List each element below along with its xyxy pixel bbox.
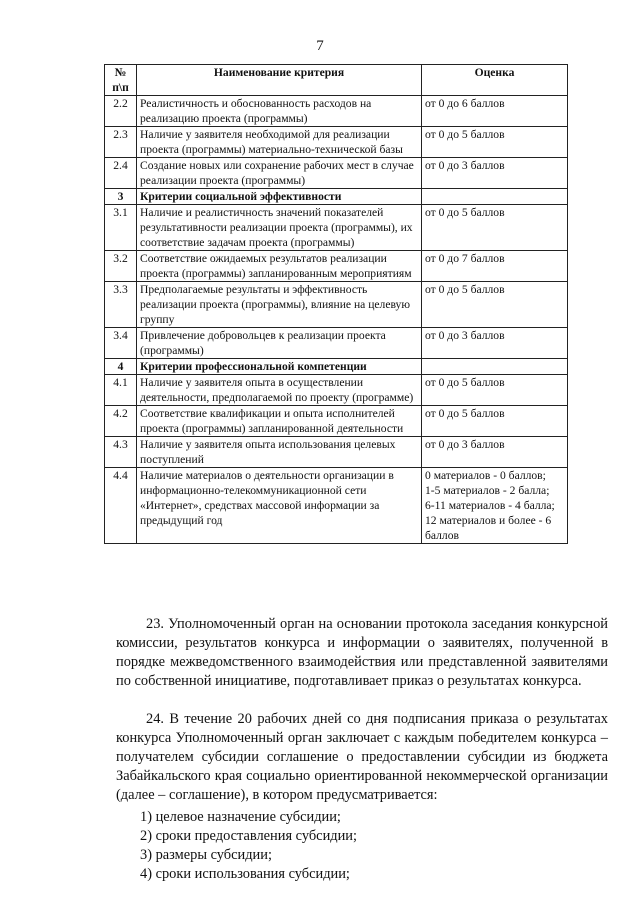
header-score: Оценка	[422, 65, 568, 96]
row-number: 3.2	[105, 251, 137, 282]
table-row	[105, 468, 568, 544]
paragraph-24-text: 24. В течение 20 рабочих дней со дня подписания приказа о результатах конкурса Уполномоченный орган заключает с каждым победителем конкурса – получателем субсидии соглашение о предоставлении субсидии из бюджета Забайкальского края социально ориентированной некоммерческой организации (далее – соглашение), в котором предусматривается:	[116, 711, 608, 803]
criterion-score	[422, 359, 568, 375]
table-row	[105, 282, 568, 328]
paragraph-24	[116, 710, 608, 805]
table-section-row	[105, 189, 568, 205]
criterion-score: от 0 до 3 баллов	[422, 158, 568, 189]
list-item: 2) сроки предоставления субсидии;	[140, 828, 357, 844]
list-item: 4) сроки использования субсидии;	[140, 866, 350, 882]
row-number: 3.1	[105, 205, 137, 251]
table-row	[105, 96, 568, 127]
page-number: 7	[316, 38, 324, 54]
criterion-score	[422, 468, 568, 544]
criterion-name: Наличие у заявителя опыта в осуществлении деятельности, предполагаемой по проекту (программе)	[137, 375, 422, 406]
criterion-name: Привлечение добровольцев к реализации проекта (программы)	[137, 328, 422, 359]
criterion-name: Соответствие квалификации и опыта исполнителей проекта (программы) запланированной деятельности	[137, 406, 422, 437]
criterion-score	[422, 189, 568, 205]
list-item: 1) целевое назначение субсидии;	[140, 809, 341, 825]
criterion-score: от 0 до 5 баллов	[422, 406, 568, 437]
criterion-score: от 0 до 5 баллов	[422, 282, 568, 328]
row-number: 4.4	[105, 468, 137, 544]
paragraph-23	[116, 615, 608, 691]
table-header-row	[105, 65, 568, 96]
criteria-table	[104, 64, 568, 544]
criterion-name: Критерии социальной эффективности	[137, 189, 422, 205]
paragraph-23-text: 23. Уполномоченный орган на основании протокола заседания конкурсной комиссии, результатов конкурса и информации о заявителях, полученной в порядке межведомственного взаимодействия или представленной заявителями по собственной инициативе, подготавливает приказ о результатах конкурса.	[116, 616, 608, 689]
table-row	[105, 158, 568, 189]
criterion-name: Соответствие ожидаемых результатов реализации проекта (программы) запланированным мероприятиям	[137, 251, 422, 282]
row-number: 2.2	[105, 96, 137, 127]
row-number: 2.3	[105, 127, 137, 158]
criterion-score: от 0 до 5 баллов	[422, 127, 568, 158]
criterion-score: от 0 до 7 баллов	[422, 251, 568, 282]
criterion-score: от 0 до 6 баллов	[422, 96, 568, 127]
table-row	[105, 375, 568, 406]
criterion-name: Реалистичность и обоснованность расходов на реализацию проекта (программы)	[137, 96, 422, 127]
table-row	[105, 127, 568, 158]
table-row	[105, 251, 568, 282]
table-row	[105, 328, 568, 359]
score-line: 1-5 материалов - 2 балла;	[425, 484, 550, 497]
agreement-terms-list	[140, 808, 357, 884]
row-number: 4	[105, 359, 137, 375]
table-row	[105, 437, 568, 468]
criterion-name: Создание новых или сохранение рабочих мест в случае реализации проекта (программы)	[137, 158, 422, 189]
row-number: 3	[105, 189, 137, 205]
row-number: 3.3	[105, 282, 137, 328]
criterion-name: Наличие у заявителя необходимой для реализации проекта (программы) материально-технической базы	[137, 127, 422, 158]
criterion-name: Предполагаемые результаты и эффективность реализации проекта (программы), влияние на целевую группу	[137, 282, 422, 328]
table-row	[105, 406, 568, 437]
row-number: 4.1	[105, 375, 137, 406]
criterion-score: от 0 до 3 баллов	[422, 437, 568, 468]
criterion-name: Наличие у заявителя опыта использования целевых поступлений	[137, 437, 422, 468]
criterion-name: Наличие и реалистичность значений показателей результативности реализации проекта (программы), их соответствие задачам проекта (программы)	[137, 205, 422, 251]
criterion-name: Критерии профессиональной компетенции	[137, 359, 422, 375]
row-number: 4.2	[105, 406, 137, 437]
criterion-score: от 0 до 5 баллов	[422, 375, 568, 406]
table-section-row	[105, 359, 568, 375]
table-row	[105, 205, 568, 251]
list-item: 3) размеры субсидии;	[140, 847, 272, 863]
criterion-score: от 0 до 5 баллов	[422, 205, 568, 251]
header-criterion-name: Наименование критерия	[137, 65, 422, 96]
criterion-score: от 0 до 3 баллов	[422, 328, 568, 359]
score-line: 0 материалов - 0 баллов;	[425, 469, 546, 482]
criteria-table-body	[105, 96, 568, 544]
score-line: 6-11 материалов - 4 балла;	[425, 499, 555, 512]
header-number: № п\п	[105, 65, 137, 96]
score-line: 12 материалов и более - 6 баллов	[425, 514, 552, 542]
row-number: 2.4	[105, 158, 137, 189]
criterion-name: Наличие материалов о деятельности организации в информационно-телекоммуникационной сети «Интернет», средствах массовой информации за предыдущий год	[137, 468, 422, 544]
row-number: 3.4	[105, 328, 137, 359]
row-number: 4.3	[105, 437, 137, 468]
